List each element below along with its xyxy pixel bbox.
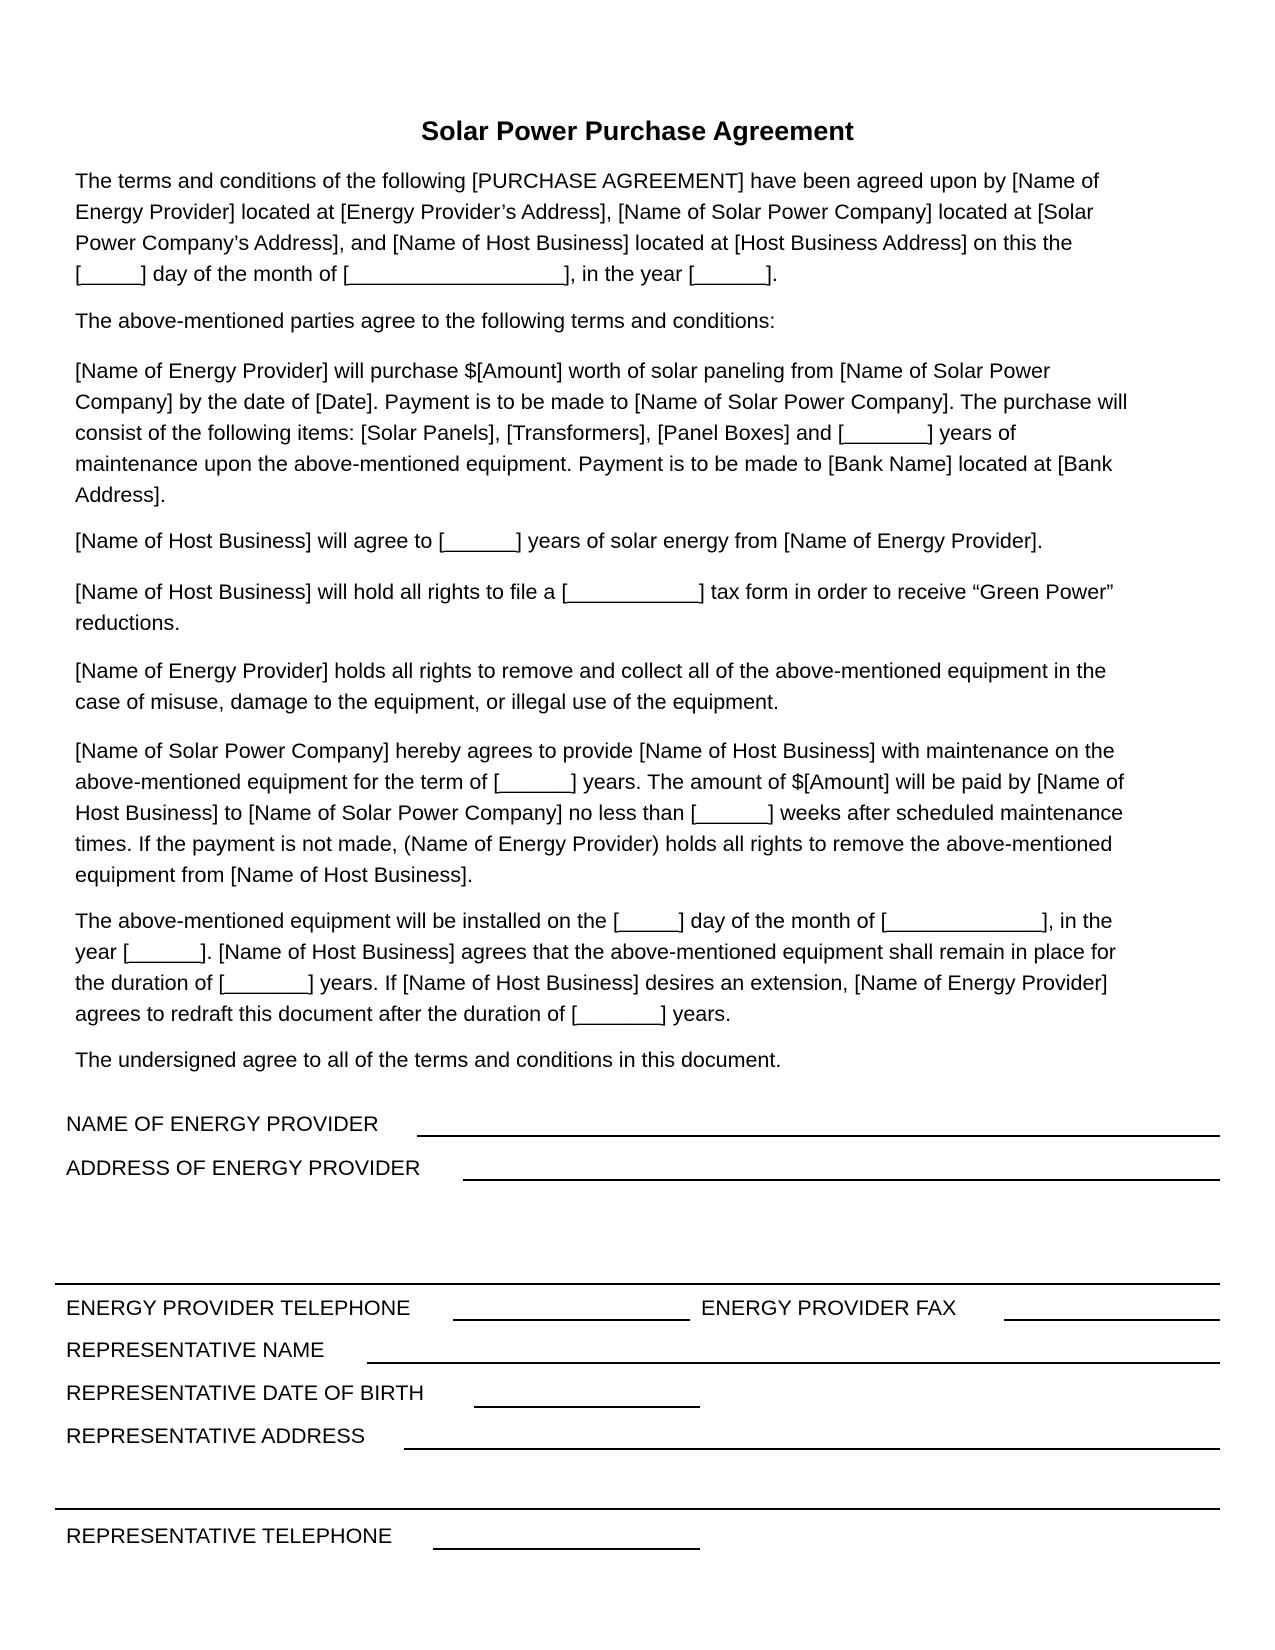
paragraph-line: Host Business] to [Name of Solar Power Company] no less than [______] weeks after scheduled maintenance — [75, 801, 1124, 825]
document-title: Solar Power Purchase Agreement — [421, 116, 854, 146]
undersigned-paragraph — [75, 1045, 1215, 1076]
paragraph-line: [Name of Host Business] will agree to [______] years of solar energy from [Name of Energy Provider]. — [75, 529, 1043, 553]
paragraph-line: The above-mentioned parties agree to the following terms and conditions: — [75, 309, 776, 333]
paragraph-line: case of misuse, damage to the equipment, or illegal use of the equipment. — [75, 690, 779, 714]
paragraph-line: [_____] day of the month of [__________________], in the year [______]. — [75, 262, 778, 286]
paragraph-line: Power Company’s Address], and [Name of Host Business] located at [Host Business Address] on this the — [75, 231, 1073, 255]
representative-dob-label: REPRESENTATIVE DATE OF BIRTH — [66, 1381, 424, 1405]
paragraph-line: reductions. — [75, 611, 181, 635]
paragraph-line: year [______]. [Name of Host Business] agrees that the above-mentioned equipment shall remain in place for — [75, 940, 1116, 964]
installation-paragraph — [75, 906, 1215, 1030]
energy-provider-telephone-label: ENERGY PROVIDER TELEPHONE — [66, 1296, 411, 1320]
representative-dob-field[interactable] — [474, 1384, 700, 1408]
energy-provider-fax-label: ENERGY PROVIDER FAX — [701, 1296, 957, 1320]
address-continuation-line[interactable] — [55, 1283, 1220, 1285]
tax-form-paragraph — [75, 577, 1215, 639]
representative-address-label: REPRESENTATIVE ADDRESS — [66, 1424, 366, 1448]
paragraph-line: the duration of [_______] years. If [Name of Host Business] desires an extension, [Name of Energy Provider] — [75, 971, 1108, 995]
paragraph-line: The terms and conditions of the following [PURCHASE AGREEMENT] have been agreed upon by [Name of — [75, 169, 1100, 193]
representative-address-field[interactable] — [404, 1426, 1220, 1450]
paragraph-line: The undersigned agree to all of the terms and conditions in this document. — [75, 1048, 782, 1072]
address-of-energy-provider-label: ADDRESS OF ENERGY PROVIDER — [66, 1156, 421, 1180]
removal-rights-paragraph — [75, 656, 1215, 718]
maintenance-paragraph — [75, 736, 1215, 891]
energy-provider-telephone-field[interactable] — [453, 1297, 690, 1321]
host-agree-paragraph — [75, 526, 1215, 557]
paragraph-line: maintenance upon the above-mentioned equipment. Payment is to be made to [Bank Name] located at [Bank — [75, 452, 1113, 476]
representative-name-label: REPRESENTATIVE NAME — [66, 1338, 325, 1362]
paragraph-line: [Name of Energy Provider] will purchase $[Amount] worth of solar paneling from [Name of Solar Power — [75, 359, 1051, 383]
representative-name-field[interactable] — [367, 1340, 1220, 1364]
name-of-energy-provider-field[interactable] — [417, 1113, 1220, 1137]
purchase-paragraph — [75, 356, 1215, 511]
energy-provider-fax-field[interactable] — [1004, 1297, 1220, 1321]
paragraph-line: Energy Provider] located at [Energy Provider’s Address], [Name of Solar Power Company] located at [Solar — [75, 200, 1094, 224]
paragraph-line: equipment from [Name of Host Business]. — [75, 863, 473, 887]
address-continuation-line[interactable] — [55, 1508, 1220, 1510]
representative-telephone-field[interactable] — [433, 1526, 700, 1550]
paragraph-line: above-mentioned equipment for the term of [______] years. The amount of $[Amount] will be paid by [Name of — [75, 770, 1124, 794]
paragraph-line: [Name of Solar Power Company] hereby agrees to provide [Name of Host Business] with maintenance on the — [75, 739, 1115, 763]
paragraph-line: The above-mentioned equipment will be installed on the [_____] day of the month of [_____________], in the — [75, 909, 1113, 933]
parties-agree-paragraph — [75, 306, 1215, 337]
paragraph-line: Company] by the date of [Date]. Payment is to be made to [Name of Solar Power Company]. The purchase will — [75, 390, 1128, 414]
paragraph-line: [Name of Energy Provider] holds all rights to remove and collect all of the above-mentioned equipment in the — [75, 659, 1107, 683]
intro-paragraph — [75, 166, 1215, 290]
paragraph-line: Address]. — [75, 483, 166, 507]
paragraph-line: consist of the following items: [Solar Panels], [Transformers], [Panel Boxes] and [_______] years of — [75, 421, 1016, 445]
representative-telephone-label: REPRESENTATIVE TELEPHONE — [66, 1524, 393, 1548]
paragraph-line: times. If the payment is not made, (Name of Energy Provider) holds all rights to remove the above-mentioned — [75, 832, 1113, 856]
paragraph-line: [Name of Host Business] will hold all rights to file a [___________] tax form in order to receive “Green Power” — [75, 580, 1114, 604]
paragraph-line: agrees to redraft this document after the duration of [_______] years. — [75, 1002, 732, 1026]
address-of-energy-provider-field[interactable] — [463, 1157, 1220, 1181]
name-of-energy-provider-label: NAME OF ENERGY PROVIDER — [66, 1112, 379, 1136]
